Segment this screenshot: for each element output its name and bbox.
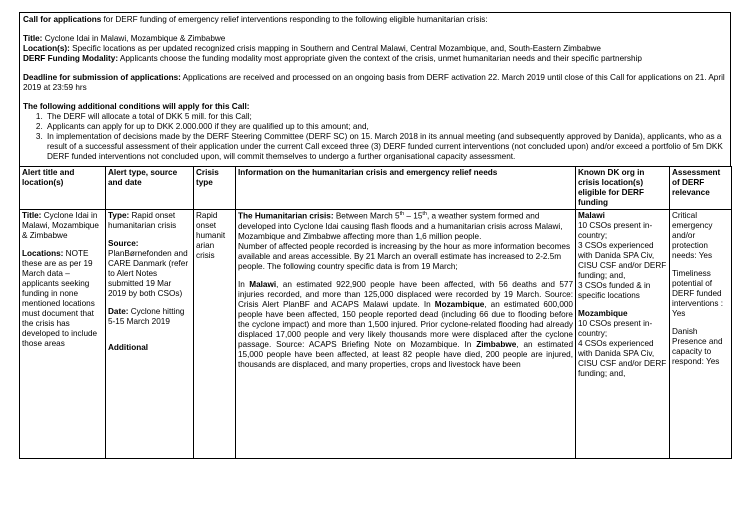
country-malawi: Malawi	[249, 279, 277, 289]
assessment-timeliness: Timeliness potential of DERF funded interventions : Yes	[672, 269, 723, 318]
alert-type-value: Rapid onset humanitarian crisis	[108, 211, 177, 230]
alert-table	[19, 166, 732, 459]
table-header-row	[20, 167, 732, 210]
call-title-label: Title:	[23, 34, 43, 43]
alert-source-label: Source:	[108, 239, 139, 248]
call-deadline-value: Applications are received and processed on an ongoing basis from DERF activation 22. March 2019 until close of this Call for applications on 21. April 2019 at 23:59 hrs	[23, 73, 725, 92]
country-zimbabwe: Zimbabwe	[476, 339, 517, 349]
conditions-list	[45, 112, 727, 162]
call-header-box	[19, 12, 731, 167]
header-crisis-info: Information on the humanitarian crisis and emergency relief needs	[236, 167, 576, 210]
alert-source-value: PlanBørnefonden and CARE Danmark (refer to Alert Notes submitted 19 Mar 2019 by both CSOs)	[108, 249, 189, 298]
alert-locations-value: NOTE these are as per 19 March data – applicants seeking funding in none mentioned locations must document that the crisis has developed to include those areas	[22, 249, 98, 348]
ordinal-suffix: th	[399, 211, 405, 217]
call-modality-label: DERF Funding Modality:	[23, 54, 119, 63]
ordinal-suffix: th	[422, 211, 427, 217]
header-alert-title: Alert title and location(s)	[20, 167, 106, 210]
header-crisis-type: Crisis type	[194, 167, 236, 210]
org-line: 10 CSOs present in-country;	[578, 221, 653, 240]
crisis-type-value: Rapid onset humanit arian crisis	[196, 211, 226, 260]
crisis-info-text: , an estimated 600,000 people have been affected, 150 people reported dead (including 66 due to flooding before the cyclone impact) and more than 1,500 injured. Prior cyclone-related flooding had already displaced 17,000 people and very likely thousands more were displaced after the cyclone passage. Source: ACAPS Briefing Note on Mozambique. In	[238, 299, 573, 349]
crisis-info-text: , an estimated 922,900 people have been affected, with 56 deaths and 577 injuries recorded, and more than 125,000 displaced were recorded by 19 March. Source: Crisis Alert PlanBF and ACAPS Malawi update. In	[238, 279, 573, 309]
assessment-critical-needs: Critical emergency and/or protection needs: Yes	[672, 211, 713, 260]
condition-item: 3. In implementation of decisions made by the DERF Steering Committee (DERF SC) on 15. March 2018 in its annual meeting (and subsequently approved by Danida), applicants, who as a result of a successful assessment of their application under the current Call exceed three (3) DERF funded current interventions (not concluded upon) and/or exceed a portfolio of 5m DKK DERF funded interventions not concluded upon, will commit themselves to undergo a further organisational capacity assessment.	[45, 132, 727, 162]
crisis-info-intro	[238, 211, 573, 242]
cell-crisis-type	[194, 210, 236, 459]
crisis-info-text: – 15	[404, 211, 423, 221]
cell-crisis-info	[236, 210, 576, 459]
org-line: 4 CSOs experienced with Danida SPA Civ, CISU CSF and/or DERF funding; and,	[578, 339, 667, 378]
country-mozambique: Mozambique	[434, 299, 485, 309]
call-title	[23, 34, 727, 44]
header-known-dk-org: Known DK org in crisis location(s) eligible for DERF funding	[576, 167, 670, 210]
call-intro-label: Call for applications	[23, 15, 102, 24]
call-intro-text: for DERF funding of emergency relief interventions responding to the following eligible humanitarian crisis:	[101, 15, 488, 24]
alert-title-value: Cyclone Idai in Malawi, Mozambique & Zimbabwe	[22, 211, 99, 240]
call-modality	[23, 54, 727, 64]
conditions-heading: The following additional conditions will apply for this Call:	[23, 102, 250, 111]
crisis-info-text: , a weather system formed and developed into Cyclone Idai causing flash floods and a humanitarian crisis across Malawi, Mozambique and Zimbabwe affecting more than 1,6 million people.	[238, 211, 563, 241]
cell-alert-type	[106, 210, 194, 459]
alert-locations-label: Locations:	[22, 249, 64, 258]
call-modality-value: Applicants choose the funding modality most appropriate given the context of the crisis, unmet humanitarian needs and their specific partnership	[118, 54, 642, 63]
table-row	[20, 210, 732, 459]
org-line: 3 CSOs experienced with Danida SPA Civ, CISU CSF and/or DERF funding; and,	[578, 241, 667, 280]
crisis-info-affected: Number of affected people recorded is increasing by the hour as more information becomes available and areas accessible. By 21 March an overall estimate has increased to 2-2.5m people. The following country specific data is from 19 March;	[238, 241, 571, 271]
alert-date-value: Cyclone hitting 5-15 March 2019	[108, 307, 185, 326]
call-locations-value: Specific locations as per updated recognized crisis mapping in Southern and Central Malawi, Central Mozambique, and, South-Eastern Zimbabwe	[69, 44, 601, 53]
call-intro	[23, 15, 727, 25]
condition-item: 1. The DERF will allocate a total of DKK 5 mill. for this Call;	[45, 112, 727, 122]
document-page	[19, 12, 731, 459]
crisis-info-text: , an estimated 15,000 people have been affected, at least 82 people have died, 200 people are injured, thousands are displaced, and many properties, crops and livestock have been	[238, 339, 573, 369]
crisis-info-countries	[238, 280, 573, 370]
alert-date-label: Date:	[108, 307, 129, 316]
org-line: 3 CSOs funded & in specific locations	[578, 281, 651, 300]
header-assessment: Assessment of DERF relevance	[670, 167, 732, 210]
call-deadline-label: Deadline for submission of applications:	[23, 73, 181, 82]
call-locations-label: Location(s):	[23, 44, 70, 53]
org-mozambique-label: Mozambique	[578, 309, 628, 318]
alert-additional-label: Additional	[108, 343, 149, 352]
cell-known-dk-org	[576, 210, 670, 459]
alert-title-label: Title:	[22, 211, 42, 220]
org-line: 10 CSOs present in-country;	[578, 319, 653, 338]
call-deadline	[23, 73, 727, 93]
condition-item: 2. Applicants can apply for up to DKK 2.000.000 if they are qualified up to this amount; and,	[45, 122, 727, 132]
cell-alert-title	[20, 210, 106, 459]
assessment-danish-presence: Danish Presence and capacity to respond: Yes	[672, 327, 723, 366]
call-locations	[23, 44, 727, 54]
cell-assessment	[670, 210, 732, 459]
crisis-info-text: Between March 5	[333, 211, 400, 221]
header-alert-type: Alert type, source and date	[106, 167, 194, 210]
org-malawi-label: Malawi	[578, 211, 605, 220]
crisis-info-text: In	[238, 279, 250, 289]
alert-type-label: Type:	[108, 211, 130, 220]
crisis-info-label: The Humanitarian crisis:	[238, 211, 334, 221]
call-title-value: Cyclone Idai in Malawi, Mozambique & Zimbabwe	[42, 34, 226, 43]
